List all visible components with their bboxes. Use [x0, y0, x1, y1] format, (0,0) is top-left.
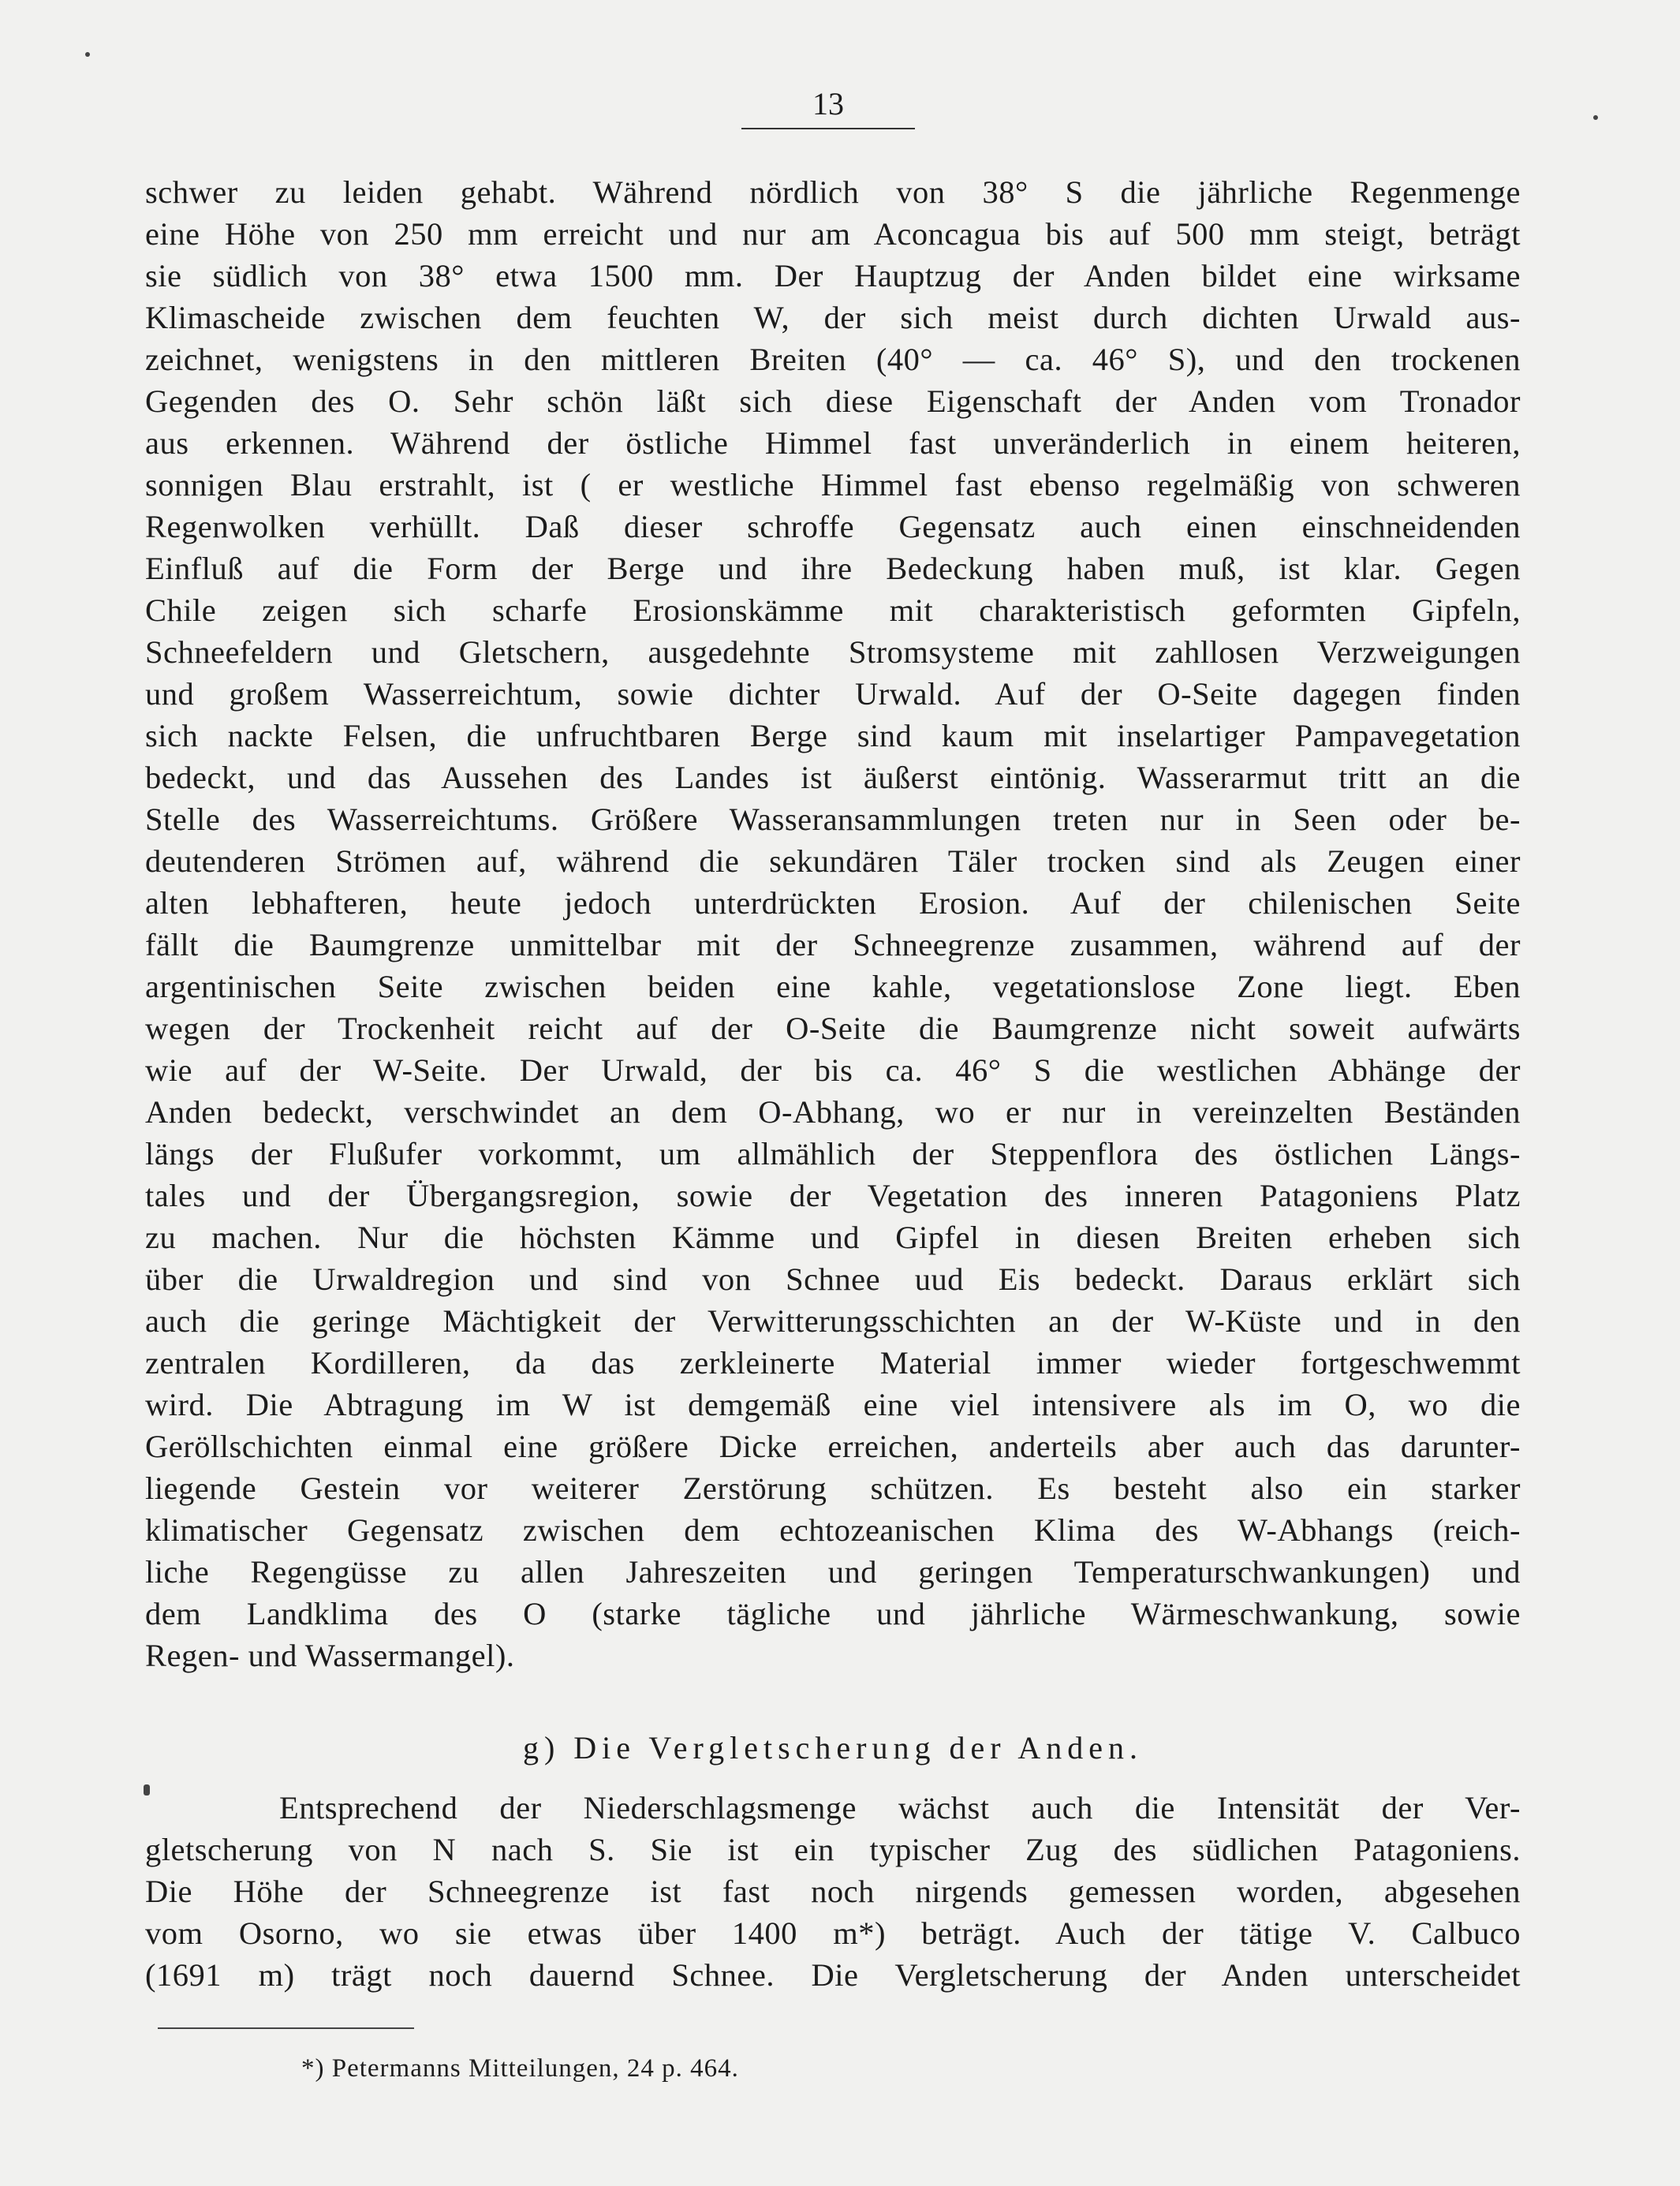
text-line: Regen- und Wassermangel).	[145, 1638, 515, 1673]
text-line: fällt die Baumgrenze unmittelbar mit der Schneegrenze zusammen, während auf der	[145, 927, 1521, 962]
text-line: eine Höhe von 250 mm erreicht und nur am Aconcagua bis auf 500 mm steigt, beträgt	[145, 216, 1521, 252]
text-line: Gegenden des O. Sehr schön läßt sich diese Eigenschaft der Anden vom Tronador	[145, 383, 1521, 419]
text-line: wird. Die Abtragung im W ist demgemäß eine viel intensivere als im O, wo die	[145, 1387, 1521, 1422]
text-line: über die Urwaldregion und sind von Schnee uud Eis bedeckt. Daraus erklärt sich	[145, 1261, 1521, 1297]
text-line: und großem Wasserreichtum, sowie dichter Urwald. Auf der O-Seite dagegen finden	[145, 676, 1521, 712]
page-number-rule	[741, 128, 915, 129]
footnote-rule	[158, 2027, 414, 2029]
text-line: aus erkennen. Während der östliche Himmel fast unveränderlich in einem heiteren,	[145, 425, 1521, 461]
text-line: Geröllschichten einmal eine größere Dicke erreichen, anderteils aber auch das darunter-	[145, 1429, 1521, 1464]
text-line: tales und der Übergangsregion, sowie der Vegetation des inneren Patagoniens Platz	[145, 1178, 1521, 1213]
text-line: wegen der Trockenheit reicht auf der O-Seite die Baumgrenze nicht soweit aufwärts	[145, 1011, 1521, 1046]
footnote: *) Petermanns Mitteilungen, 24 p. 464.	[301, 2054, 739, 2083]
text-line: Stelle des Wasserreichtums. Größere Wasseransammlungen treten nur in Seen oder be-	[145, 802, 1521, 837]
text-line: sonnigen Blau erstrahlt, ist ( er westliche Himmel fast ebenso regelmäßig von schweren	[145, 467, 1521, 503]
text-line: zu machen. Nur die höchsten Kämme und Gipfel in diesen Breiten erheben sich	[145, 1220, 1521, 1255]
text-line: gletscherung von N nach S. Sie ist ein typischer Zug des südlichen Patagoniens.	[145, 1832, 1521, 1867]
text-line: zeichnet, wenigstens in den mittleren Breiten (40° — ca. 46° S), und den trockenen	[145, 342, 1521, 377]
text-line: Schneefeldern und Gletschern, ausgedehnte Stromsysteme mit zahllosen Verzweigungen	[145, 634, 1521, 670]
text-line: sich nackte Felsen, die unfruchtbaren Berge sind kaum mit inselartiger Pampavegetation	[145, 718, 1521, 753]
text-line: liegende Gestein vor weiterer Zerstörung schützen. Es besteht also ein starker	[145, 1470, 1521, 1506]
text-line: dem Landklima des O (starke tägliche und jährliche Wärmeschwankung, sowie	[145, 1596, 1521, 1631]
text-line: liche Regengüsse zu allen Jahreszeiten und geringen Temperaturschwankungen) und	[145, 1554, 1521, 1590]
text-line: sie südlich von 38° etwa 1500 mm. Der Hauptzug der Anden bildet eine wirksame	[145, 258, 1521, 293]
text-line: Klimascheide zwischen dem feuchten W, der sich meist durch dichten Urwald aus-	[145, 300, 1521, 335]
text-line: Regenwolken verhüllt. Daß dieser schroffe Gegensatz auch einen einschneidenden	[145, 509, 1521, 544]
text-line: klimatischer Gegensatz zwischen dem echtozeanischen Klima des W-Abhangs (reich-	[145, 1512, 1521, 1548]
print-speck	[144, 1784, 150, 1796]
text-line: zentralen Kordilleren, da das zerkleinerte Material immer wieder fortgeschwemmt	[145, 1345, 1521, 1381]
text-line: Entsprechend der Niederschlagsmenge wächst auch die Intensität der Ver-	[279, 1790, 1521, 1825]
section-heading: g) Die Vergletscherung der Anden.	[522, 1730, 1144, 1766]
text-line: argentinischen Seite zwischen beiden eine kahle, vegetationslose Zone liegt. Eben	[145, 969, 1521, 1004]
text-line: vom Osorno, wo sie etwas über 1400 m*) beträgt. Auch der tätige V. Calbuco	[145, 1915, 1521, 1951]
text-line: auch die geringe Mächtigkeit der Verwitterungsschichten an der W-Küste und in den	[145, 1303, 1521, 1339]
print-speck	[85, 52, 90, 57]
text-line: Die Höhe der Schneegrenze ist fast noch nirgends gemessen worden, abgesehen	[145, 1874, 1521, 1909]
page-number: 13	[812, 86, 844, 121]
text-line: Chile zeigen sich scharfe Erosionskämme mit charakteristisch geformten Gipfeln,	[145, 592, 1521, 628]
text-line: schwer zu leiden gehabt. Während nördlich von 38° S die jährliche Regenmenge	[145, 174, 1521, 210]
text-line: Einfluß auf die Form der Berge und ihre Bedeckung haben muß, ist klar. Gegen	[145, 551, 1521, 586]
text-line: deutenderen Strömen auf, während die sekundären Täler trocken sind als Zeugen einer	[145, 843, 1521, 879]
text-line: längs der Flußufer vorkommt, um allmählich der Steppenflora des östlichen Längs-	[145, 1136, 1521, 1171]
print-speck	[1593, 115, 1598, 120]
text-line: bedeckt, und das Aussehen des Landes ist äußerst eintönig. Wasserarmut tritt an die	[145, 760, 1521, 795]
text-line: (1691 m) trägt noch dauernd Schnee. Die Vergletscherung der Anden unterscheidet	[145, 1957, 1521, 1993]
text-line: Anden bedeckt, verschwindet an dem O-Abhang, wo er nur in vereinzelten Beständen	[145, 1094, 1521, 1130]
text-line: alten lebhafteren, heute jedoch unterdrückten Erosion. Auf der chilenischen Seite	[145, 885, 1521, 921]
text-line: wie auf der W-Seite. Der Urwald, der bis ca. 46° S die westlichen Abhänge der	[145, 1052, 1521, 1088]
